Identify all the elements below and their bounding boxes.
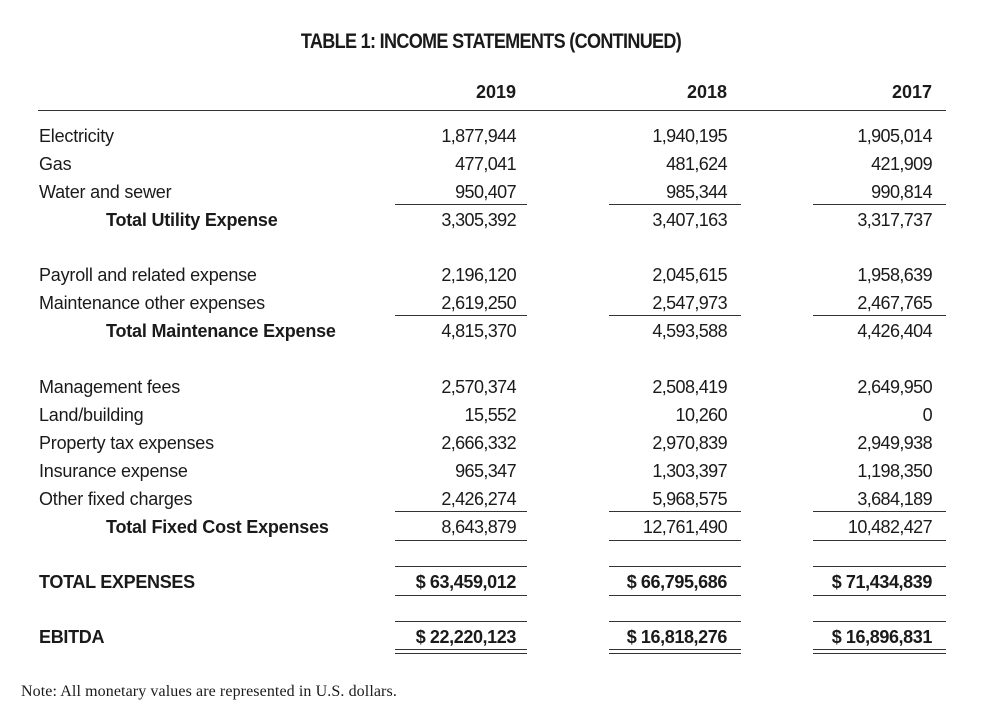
row-label: TOTAL EXPENSES xyxy=(39,572,195,592)
value-2018: 481,624 xyxy=(666,154,727,174)
table-row xyxy=(0,122,982,150)
value-2017: 3,317,737 xyxy=(857,210,932,230)
subtotal-rule xyxy=(813,540,946,541)
total-rule xyxy=(395,595,527,596)
value-2018: $ 16,818,276 xyxy=(626,627,727,647)
ebitda-top-rule xyxy=(395,621,527,622)
value-2018: 4,593,588 xyxy=(652,321,727,341)
row-label: EBITDA xyxy=(39,627,105,647)
value-2019: 2,196,120 xyxy=(441,265,516,285)
subtotal-rule xyxy=(609,204,741,205)
value-2017: 421,909 xyxy=(871,154,932,174)
table-row xyxy=(0,373,982,401)
table-row xyxy=(0,150,982,178)
total-row xyxy=(0,317,982,345)
subtotal-rule xyxy=(395,315,527,316)
value-2019: 1,877,944 xyxy=(441,126,516,146)
double-underline xyxy=(395,649,527,654)
value-2018: 1,303,397 xyxy=(652,461,727,481)
ebitda-top-rule xyxy=(813,621,946,622)
row-label: Total Maintenance Expense xyxy=(106,321,336,341)
value-2018: $ 66,795,686 xyxy=(626,572,727,592)
total-row xyxy=(0,206,982,234)
table-row xyxy=(0,261,982,289)
value-2019: 3,305,392 xyxy=(441,210,516,230)
value-2017: $ 71,434,839 xyxy=(831,572,932,592)
year-header-2019: 2019 xyxy=(475,82,516,102)
row-label: Other fixed charges xyxy=(39,489,193,509)
value-2017: 2,949,938 xyxy=(857,433,932,453)
value-2019: 8,643,879 xyxy=(441,517,516,537)
row-label: Land/building xyxy=(39,405,144,425)
row-label: Total Fixed Cost Expenses xyxy=(106,517,329,537)
subtotal-rule xyxy=(609,540,741,541)
value-2018: 985,344 xyxy=(666,182,727,202)
subtotal-rule xyxy=(395,511,527,512)
value-2017: 990,814 xyxy=(871,182,932,202)
subtotal-rule xyxy=(609,511,741,512)
table-row xyxy=(0,429,982,457)
value-2019: $ 63,459,012 xyxy=(415,572,516,592)
total-rule xyxy=(813,595,946,596)
subtotal-rule xyxy=(609,315,741,316)
value-2017: 2,649,950 xyxy=(857,377,932,397)
subtotal-rule xyxy=(813,315,946,316)
header-rule xyxy=(38,110,946,111)
table-row xyxy=(0,178,982,206)
value-2017: 1,905,014 xyxy=(857,126,932,146)
table-title: TABLE 1: INCOME STATEMENTS (CONTINUED) xyxy=(300,30,682,53)
total-row xyxy=(0,513,982,541)
value-2018: 10,260 xyxy=(675,405,727,425)
value-2018: 2,508,419 xyxy=(652,377,727,397)
subtotal-rule xyxy=(813,204,946,205)
value-2019: 965,347 xyxy=(455,461,516,481)
value-2017: 1,958,639 xyxy=(857,265,932,285)
year-header-2017: 2017 xyxy=(891,82,932,102)
row-label: Maintenance other expenses xyxy=(39,293,265,313)
row-label: Insurance expense xyxy=(39,461,188,481)
table-row xyxy=(0,289,982,317)
value-2017: 1,198,350 xyxy=(857,461,932,481)
row-label: Water and sewer xyxy=(39,182,172,202)
ebitda-top-rule xyxy=(609,621,741,622)
value-2017: 0 xyxy=(922,405,932,425)
value-2017: 10,482,427 xyxy=(847,517,932,537)
value-2019: 2,619,250 xyxy=(441,293,516,313)
row-label: Electricity xyxy=(39,126,114,146)
total-rule xyxy=(609,595,741,596)
value-2019: 477,041 xyxy=(455,154,516,174)
table-row xyxy=(0,457,982,485)
value-2018: 2,045,615 xyxy=(652,265,727,285)
total-rule xyxy=(609,566,741,567)
year-header-2018: 2018 xyxy=(686,82,727,102)
value-2019: 4,815,370 xyxy=(441,321,516,341)
ebitda-row xyxy=(0,623,982,651)
value-2019: $ 22,220,123 xyxy=(415,627,516,647)
subtotal-rule xyxy=(395,540,527,541)
subtotal-rule xyxy=(395,204,527,205)
value-2018: 2,970,839 xyxy=(652,433,727,453)
value-2018: 1,940,195 xyxy=(652,126,727,146)
table-row xyxy=(0,485,982,513)
value-2017: 4,426,404 xyxy=(857,321,932,341)
value-2018: 3,407,163 xyxy=(652,210,727,230)
subtotal-rule xyxy=(813,511,946,512)
value-2019: 15,552 xyxy=(464,405,516,425)
row-label: Gas xyxy=(39,154,72,174)
value-2019: 950,407 xyxy=(455,182,516,202)
grand-total-row xyxy=(0,568,982,596)
total-rule xyxy=(395,566,527,567)
row-label: Management fees xyxy=(39,377,181,397)
row-label: Payroll and related expense xyxy=(39,265,257,285)
double-underline xyxy=(813,649,946,654)
value-2019: 2,426,274 xyxy=(441,489,516,509)
value-2019: 2,666,332 xyxy=(441,433,516,453)
value-2019: 2,570,374 xyxy=(441,377,516,397)
table-row xyxy=(0,401,982,429)
value-2017: 2,467,765 xyxy=(857,293,932,313)
value-2018: 2,547,973 xyxy=(652,293,727,313)
footnote: Note: All monetary values are represented in U.S. dollars. xyxy=(21,683,397,700)
value-2018: 5,968,575 xyxy=(652,489,727,509)
value-2017: 3,684,189 xyxy=(857,489,932,509)
row-label: Total Utility Expense xyxy=(106,210,278,230)
double-underline xyxy=(609,649,741,654)
row-label: Property tax expenses xyxy=(39,433,214,453)
total-rule xyxy=(813,566,946,567)
value-2017: $ 16,896,831 xyxy=(831,627,932,647)
value-2018: 12,761,490 xyxy=(642,517,727,537)
